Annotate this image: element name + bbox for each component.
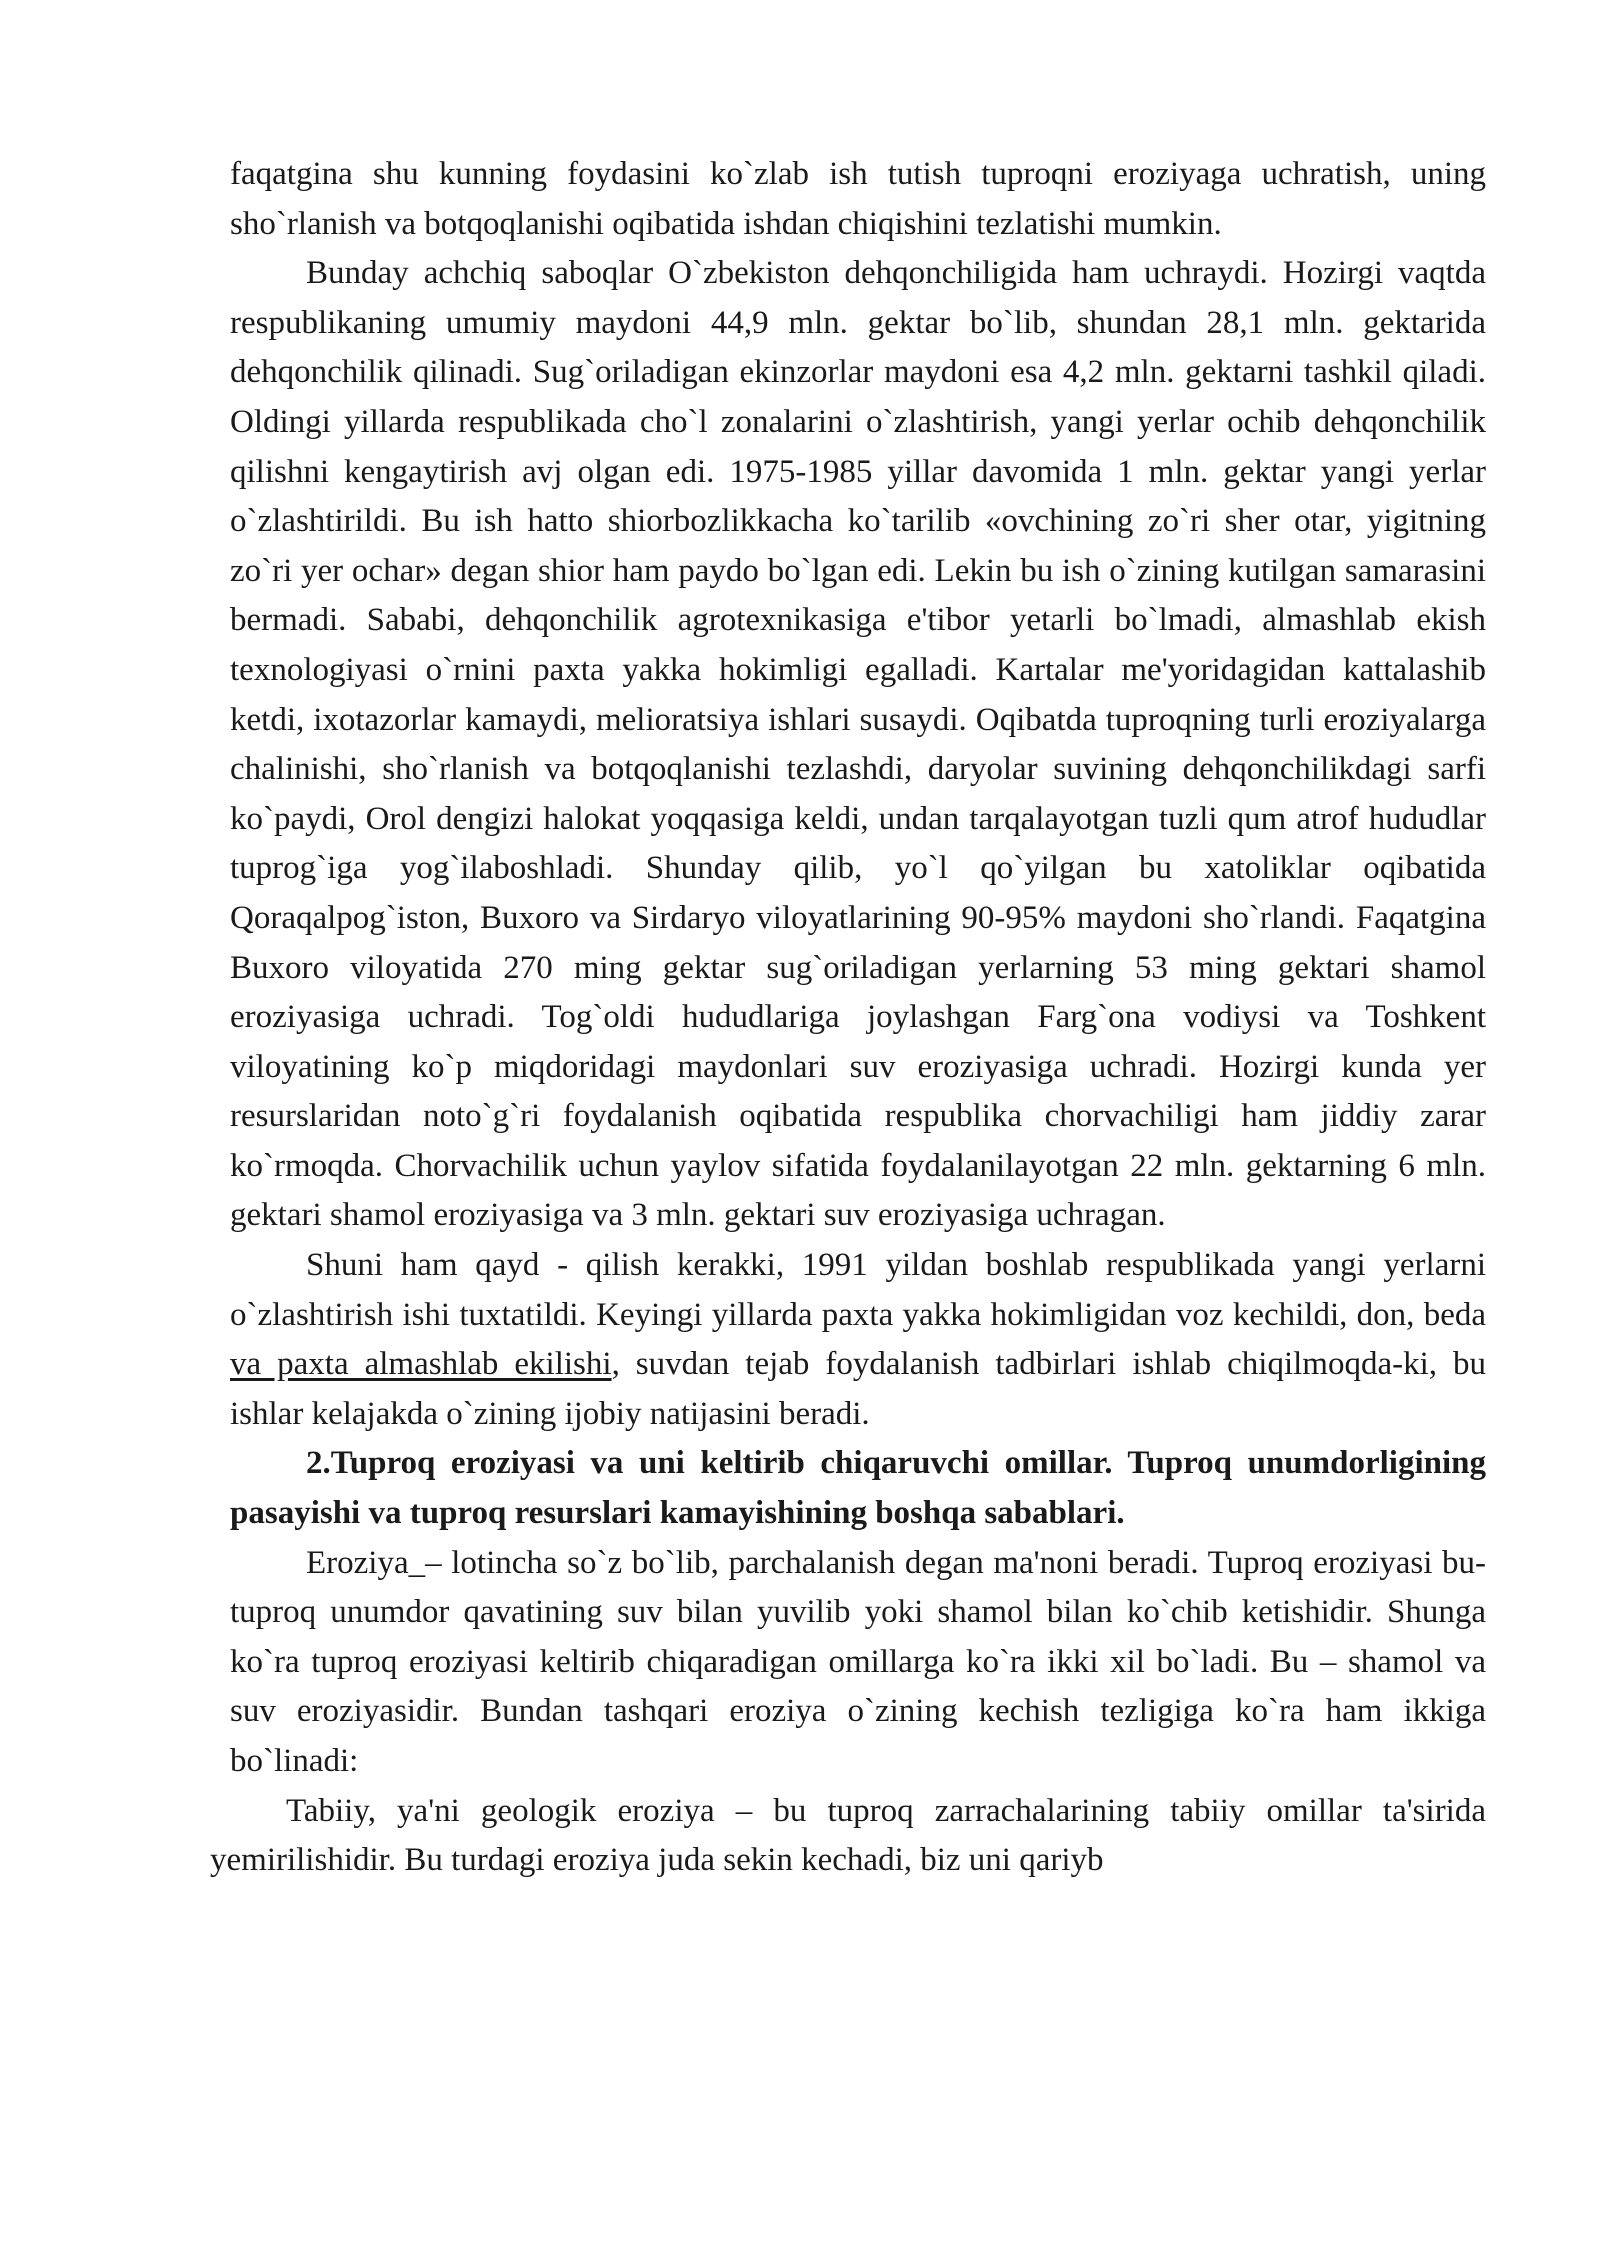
underlined-phrase: va paxta almashlab ekilishi (230, 1346, 612, 1383)
paragraph-reforms (230, 1241, 1486, 1439)
section-heading: 2.Tuproq eroziyasi va uni keltirib chiqaruvchi omillar. Tuproq unumdorligining pasayishi va tuproq resurslari kamayishining boshqa sabablari. (230, 1445, 1486, 1532)
document-page (210, 150, 1487, 1886)
paragraph-natural-erosion: Tabiiy, ya'ni geologik eroziya – bu tuproq zarrachalarining tabiiy omillar ta'sirida yemirilishidir. Bu turdagi eroziya juda sekin kechadi, biz uni qariyb (210, 1792, 1486, 1879)
paragraph-continuation: faqatgina shu kunning foydasini ko`zlab ish tutish tuproqni eroziyaga uchratish, uning sho`rlanish va botqoqlanishi oqibatida ishdan chiqishini tezlatishi mumkin. (230, 156, 1486, 242)
paragraph-uzbekistan-agriculture: Bunday achchiq saboqlar O`zbekiston dehqonchiligida ham uchraydi. Hozirgi vaqtda respublikaning umumiy maydoni 44,9 mln. gektar bo`lib, shundan 28,1 mln. gektarida dehqonchilik qilinadi. Sug`oriladigan ekinzorlar maydoni esa 4,2 mln. gektarni tashkil qiladi. Oldingi yillarda respublikada cho`l zonalarini o`zlashtirish, yangi yerlar ochib dehqonchilik qilishni kengaytirish avj olgan edi. 1975-1985 yillar davomida 1 mln. gektar yangi yerlar o`zlashtirildi. Bu ish hatto shiorbozlikkacha ko`tarilib «ovchining zo`ri sher otar, yigitning zo`ri yer ochar» degan shior ham paydo bo`lgan edi. Lekin bu ish o`zining kutilgan samarasini bermadi. Sababi, dehqonchilik agrotexnikasiga e'tibor yetarli bo`lmadi, almashlab ekish texnologiyasi o`rnini paxta yakka hokimligi egalladi. Kartalar me'yoridagidan kattalashib ketdi, ixotazorlar kamaydi, melioratsiya ishlari susaydi. Oqibatda tuproqning turli eroziyalarga chalinishi, sho`rlanish va botqoqlanishi tezlashdi, daryolar suvining dehqonchilikdagi sarfi ko`paydi, Orol dengizi halokat yoqqasiga keldi, undan tarqalayotgan tuzli qum atrof hududlar tuprog`iga yog`ilaboshladi. Shunday qilib, yo`l qo`yilgan bu xatoliklar oqibatida Qoraqalpog`iston, Buxoro va Sirdaryo viloyatlarining 90-95% maydoni sho`rlandi. Faqatgina Buxoro viloyatida 270 ming gektar sug`oriladigan yerlarning 53 ming gektari shamol eroziyasiga uchradi. Tog`oldi hududlariga joylashgan Farg`ona vodiysi va Toshkent viloyatining ko`p miqdoridagi maydonlari suv eroziyasiga uchradi. Hozirgi kunda yer resurslaridan noto`g`ri foydalanish oqibatida respublika chorvachiligi ham jiddiy zarar ko`rmoqda. Chorvachilik uchun yaylov sifatida foydalanilayotgan 22 mln. gektarning 6 mln. gektari shamol eroziyasiga va 3 mln. gektari suv eroziyasiga uchragan. (230, 255, 1486, 1234)
paragraph-erosion-definition: Eroziya_– lotincha so`z bo`lib, parchalanish degan ma'noni beradi. Tuproq eroziyasi bu-tuproq unumdor qavatining suv bilan yuvilib yoki shamol bilan ko`chib ketishidir. Shunga ko`ra tuproq eroziyasi keltirib chiqaradigan omillarga ko`ra ikki xil bo`ladi. Bu – shamol va suv eroziyasidir. Bundan tashqari eroziya o`zining kechish tezligiga ko`ra ham ikkiga bo`linadi: (230, 1544, 1486, 1779)
paragraph-reforms-end: , suvdan tejab foydalanish tadbirlari ishlab chiqilmoqda-ki, bu ishlar kelajakda o`zining ijobiy natijasini beradi. (230, 1346, 1487, 1432)
paragraph-reforms-start: Shuni ham qayd - qilish kerakki, 1991 yildan boshlab respublikada yangi yerlarni o`zlashtirish ishi tuxtatildi. Keyingi yillarda paxta yakka hokimligidan voz kechildi, don, beda (230, 1247, 1486, 1333)
